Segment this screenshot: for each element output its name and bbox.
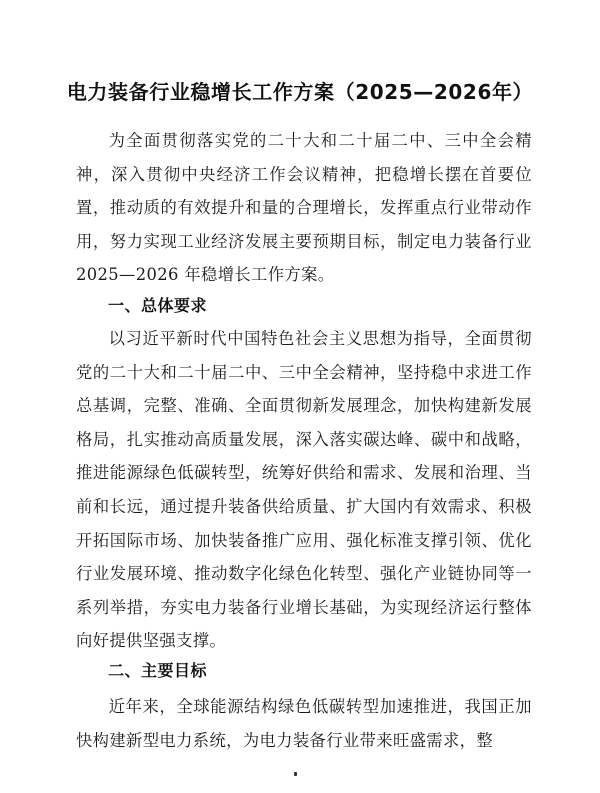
section-heading-main-targets: 二、主要目标	[108, 661, 208, 680]
section-heading-general-requirements: 一、总体要求	[108, 296, 208, 315]
document-title: 电力装备行业稳增长工作方案（2025—2026年）	[66, 80, 534, 105]
general-requirements-paragraph: 以习近平新时代中国特色社会主义思想为指导，全面贯彻党的二十大和二十届二中、三中全会精神，坚持稳中求进工作总基调，完整、准确、全面贯彻新发展理念，加快构建新发展格局，扎实推动高质量发展，深入落实碳达峰、碳中和战略，推进能源绿色低碳转型，统筹好供给和需求、发展和治理、当前和长远，通过提升装备供给质量、扩大国内有效需求、积极开拓国际市场、加快装备推广应用、强化标准支撑引领、优化行业发展环境、推动数字化绿色化转型、强化产业链协同等一系列举措，夯实电力装备行业增长基础，为实现经济运行整体向好提供坚强支撑。	[76, 329, 532, 651]
intro-paragraph: 为全面贯彻落实党的二十大和二十届二中、三中全会精神，深入贯彻中央经济工作会议精神，把稳增长摆在首要位置，推动质的有效提升和量的合理增长，发挥重点行业带动作用，努力实现工业经济发展主要预期目标，制定电力装备行业 2025—2026 年稳增长工作方案。	[76, 131, 532, 285]
main-targets-paragraph: 近年来，全球能源结构绿色低碳转型加速推进，我国正加快构建新型电力系统，为电力装备行业带来旺盛需求，整	[76, 697, 532, 750]
page-mark	[294, 772, 297, 776]
